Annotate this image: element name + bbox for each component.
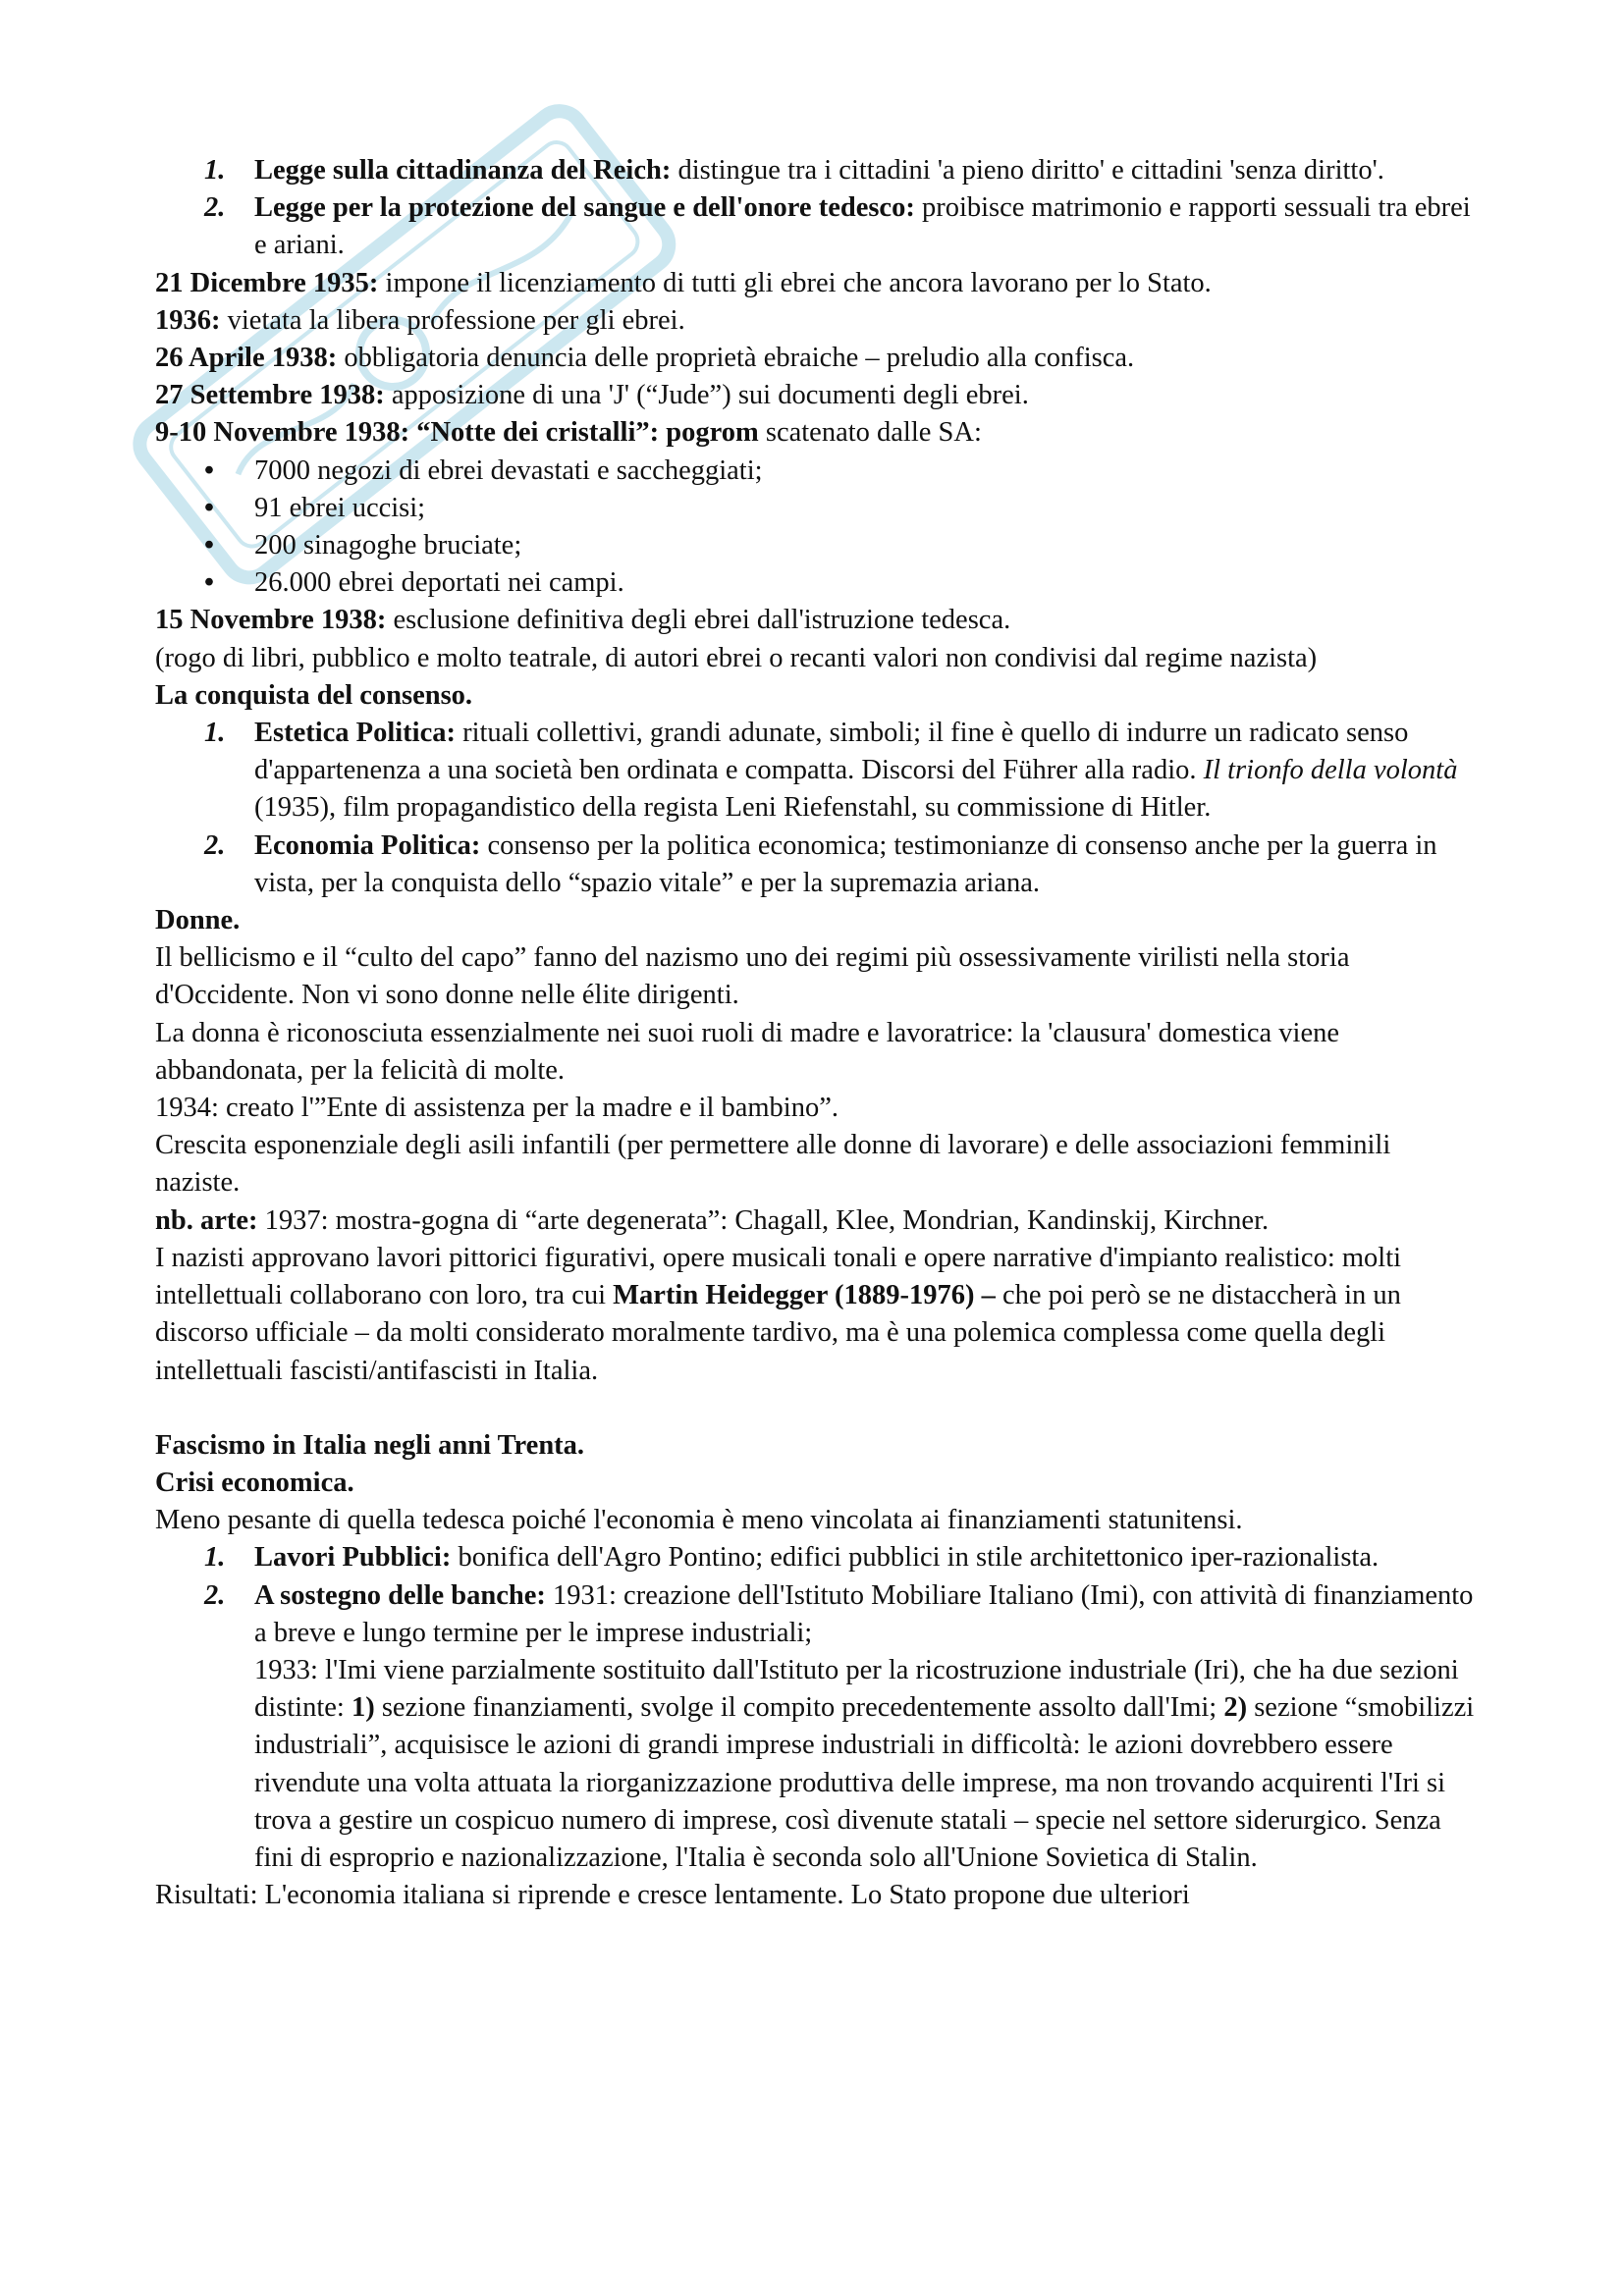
item-title: Lavori Pubblici: [254,1542,452,1574]
list-number: 1. [204,1542,226,1574]
heading-text: Donne. [155,905,241,936]
timeline-entry [155,302,1481,340]
list-number: 2. [204,1579,226,1611]
section-number: 2) [1223,1692,1248,1724]
list-item [155,152,1481,189]
paragraph [155,1202,1481,1240]
entry-text: scatenato dalle SA: [758,417,982,449]
entry-text: esclusione definitiva degli ebrei dall'istruzione tedesca. [386,605,1011,636]
bullet-icon: • [204,454,214,486]
section-heading [155,677,1481,715]
entry-text: vietata la libera professione per gli ebrei. [220,304,685,336]
item-text: sezione “smobilizzi industriali”, acquisisce le azioni di grandi imprese industriali in difficoltà: le azioni dovrebbero essere rivendute una volta attuata la riorganizzazione produttiva delle imprese, ma non trovando acquirenti l'Iri si trova a gestire un cospicuo numero di imprese, così divenute statali – specie nel settore siderurgico. Senza fini di esproprio e nazionalizzazione, l'Italia è seconda solo all'Unione Sovietica di Stalin. [254,1692,1475,1873]
bullet-item [155,527,1481,564]
paragraph: La donna è riconosciuta essenzialmente nei suoi ruoli di madre e lavoratrice: la 'clausura' domestica viene abbandonata, per la felicità di molte. [155,1017,1340,1086]
paragraph: Il bellicismo e il “culto del capo” fanno del nazismo uno dei regimi più ossessivamente virilisti nella storia d'Occidente. Non vi sono donne nelle élite dirigenti. [155,942,1350,1011]
bullet-text: 26.000 ebrei deportati nei campi. [254,567,624,599]
bullet-icon: • [204,530,214,561]
item-text: consenso per la politica economica; testimonianze di consenso anche per la guerra in vista, per la conquista dello “spazio vitale” e per la supremazia ariana. [254,829,1437,898]
item-text: bonifica dell'Agro Pontino; edifici pubblici in stile architettonico iper-razionalista. [451,1542,1380,1574]
date-label: 26 Aprile 1938: [155,343,338,374]
paragraph: Crescita esponenziale degli asili infantili (per permettere alle donne di lavorare) e delle associazioni femminili naziste. [155,1130,1391,1199]
item-title: A sostegno delle banche: [254,1579,546,1611]
bullet-text: 91 ebrei uccisi; [254,492,426,523]
paragraph: 1934: creato l'”Ente di assistenza per la madre e il bambino”. [155,1093,839,1124]
date-label: 27 Settembre 1938: [155,380,385,411]
bullet-text: 7000 negozi di ebrei devastati e saccheggiati; [254,454,763,486]
entry-text: impone il licenziamento di tutti gli ebrei che ancora lavorano per lo Stato. [378,267,1212,298]
list-item [155,715,1481,828]
date-label: 15 Novembre 1938: [155,605,387,636]
item-text: 1931: creazione dell'Istituto Mobiliare Italiano (Imi), con attività di finanziamento a breve e lungo termine per le imprese industriali; [254,1579,1474,1648]
timeline-entry [155,265,1481,302]
paragraph: Risultati: L'economia italiana si riprende e cresce lentamente. Lo Stato propone due ulteriori [155,1880,1190,1911]
list-number: 2. [204,192,226,224]
list-number: 1. [204,718,226,749]
paragraph-text: I nazisti approvano lavori pittorici figurativi, opere musicali tonali e opere narrative d'impianto realistico: molti intellettuali collaborano con loro, tra cui [155,1242,1402,1311]
section-heading [155,1465,1481,1502]
timeline-entry [155,602,1481,639]
list-item [155,828,1481,902]
section-heading [155,1427,1481,1465]
bullet-item [155,490,1481,527]
bullet-icon: • [204,492,214,523]
law-title: Legge per la protezione del sangue e dell'onore tedesco: [254,192,915,224]
nb-label: nb. arte: [155,1204,258,1236]
timeline-entry [155,377,1481,414]
timeline-entry [155,414,1481,452]
law-text: distingue tra i cittadini 'a pieno diritto' e cittadini 'senza diritto'. [671,155,1384,186]
item-title: Economia Politica: [254,829,481,861]
paragraph-text: 1937: mostra-gogna di “arte degenerata”: Chagall, Klee, Mondrian, Kandinskij, Kirchner. [257,1204,1270,1236]
date-label: 9-10 Novembre 1938: “Notte dei cristalli”: pogrom [155,417,759,449]
list-number: 2. [204,829,226,861]
item-text: 1933: l'Imi viene parzialmente sostituito dall'Istituto per la ricostruzione industriale (Iri), che ha due sezioni distinte: [254,1654,1459,1724]
item-title: Estetica Politica: [254,718,456,749]
document-page [155,152,1481,1914]
section-heading [155,902,1481,939]
name-highlight: Martin Heidegger (1889-1976) – [613,1280,996,1311]
paragraph [155,1240,1481,1390]
section-number: 1) [351,1692,375,1724]
item-text: (1935), film propagandistico della regista Leni Riefenstahl, su commissione di Hitler. [254,792,1212,824]
item-text: sezione finanziamenti, svolge il compito precedentemente assolto dall'Imi; [374,1692,1224,1724]
list-item [155,1539,1481,1576]
heading-text: La conquista del consenso. [155,679,473,711]
entry-text: obbligatoria denuncia delle proprietà ebraiche – preludio alla confisca. [337,343,1135,374]
film-title: Il trionfo della volontà [1203,755,1458,786]
heading-text: Fascismo in Italia negli anni Trenta. [155,1429,585,1461]
timeline-entry [155,340,1481,377]
item-text: rituali collettivi, grandi adunate, simboli; il fine è quello di indurre un radicato senso d'appartenenza a una società ben ordinata e compatta. Discorsi del Führer alla radio. [254,718,1409,786]
paragraph-text: che poi però se ne distaccherà in un discorso ufficiale – da molti considerato moralmente tardivo, ma è una polemica complessa come quella degli intellettuali fascisti/antifascisti in Italia. [155,1280,1401,1386]
entry-text: apposizione di una 'J' (“Jude”) sui documenti degli ebrei. [384,380,1029,411]
bullet-icon: • [204,567,214,599]
list-item-continuation [155,1652,1481,1877]
bullet-text: 200 sinagoghe bruciate; [254,530,522,561]
list-item [155,189,1481,264]
note-paragraph: (rogo di libri, pubblico e molto teatrale, di autori ebrei o recanti valori non condivisi dal regime nazista) [155,642,1318,673]
heading-text: Crisi economica. [155,1467,354,1498]
law-title: Legge sulla cittadinanza del Reich: [254,155,672,186]
bullet-item [155,453,1481,490]
paragraph: Meno pesante di quella tedesca poiché l'economia è meno vincolata ai finanziamenti statunitensi. [155,1505,1243,1536]
blank-line [155,1390,1481,1427]
date-label: 1936: [155,304,221,336]
list-item [155,1577,1481,1652]
date-label: 21 Dicembre 1935: [155,267,379,298]
law-text: proibisce matrimonio e rapporti sessuali tra ebrei e ariani. [254,192,1471,261]
list-number: 1. [204,155,226,186]
bullet-item [155,564,1481,602]
